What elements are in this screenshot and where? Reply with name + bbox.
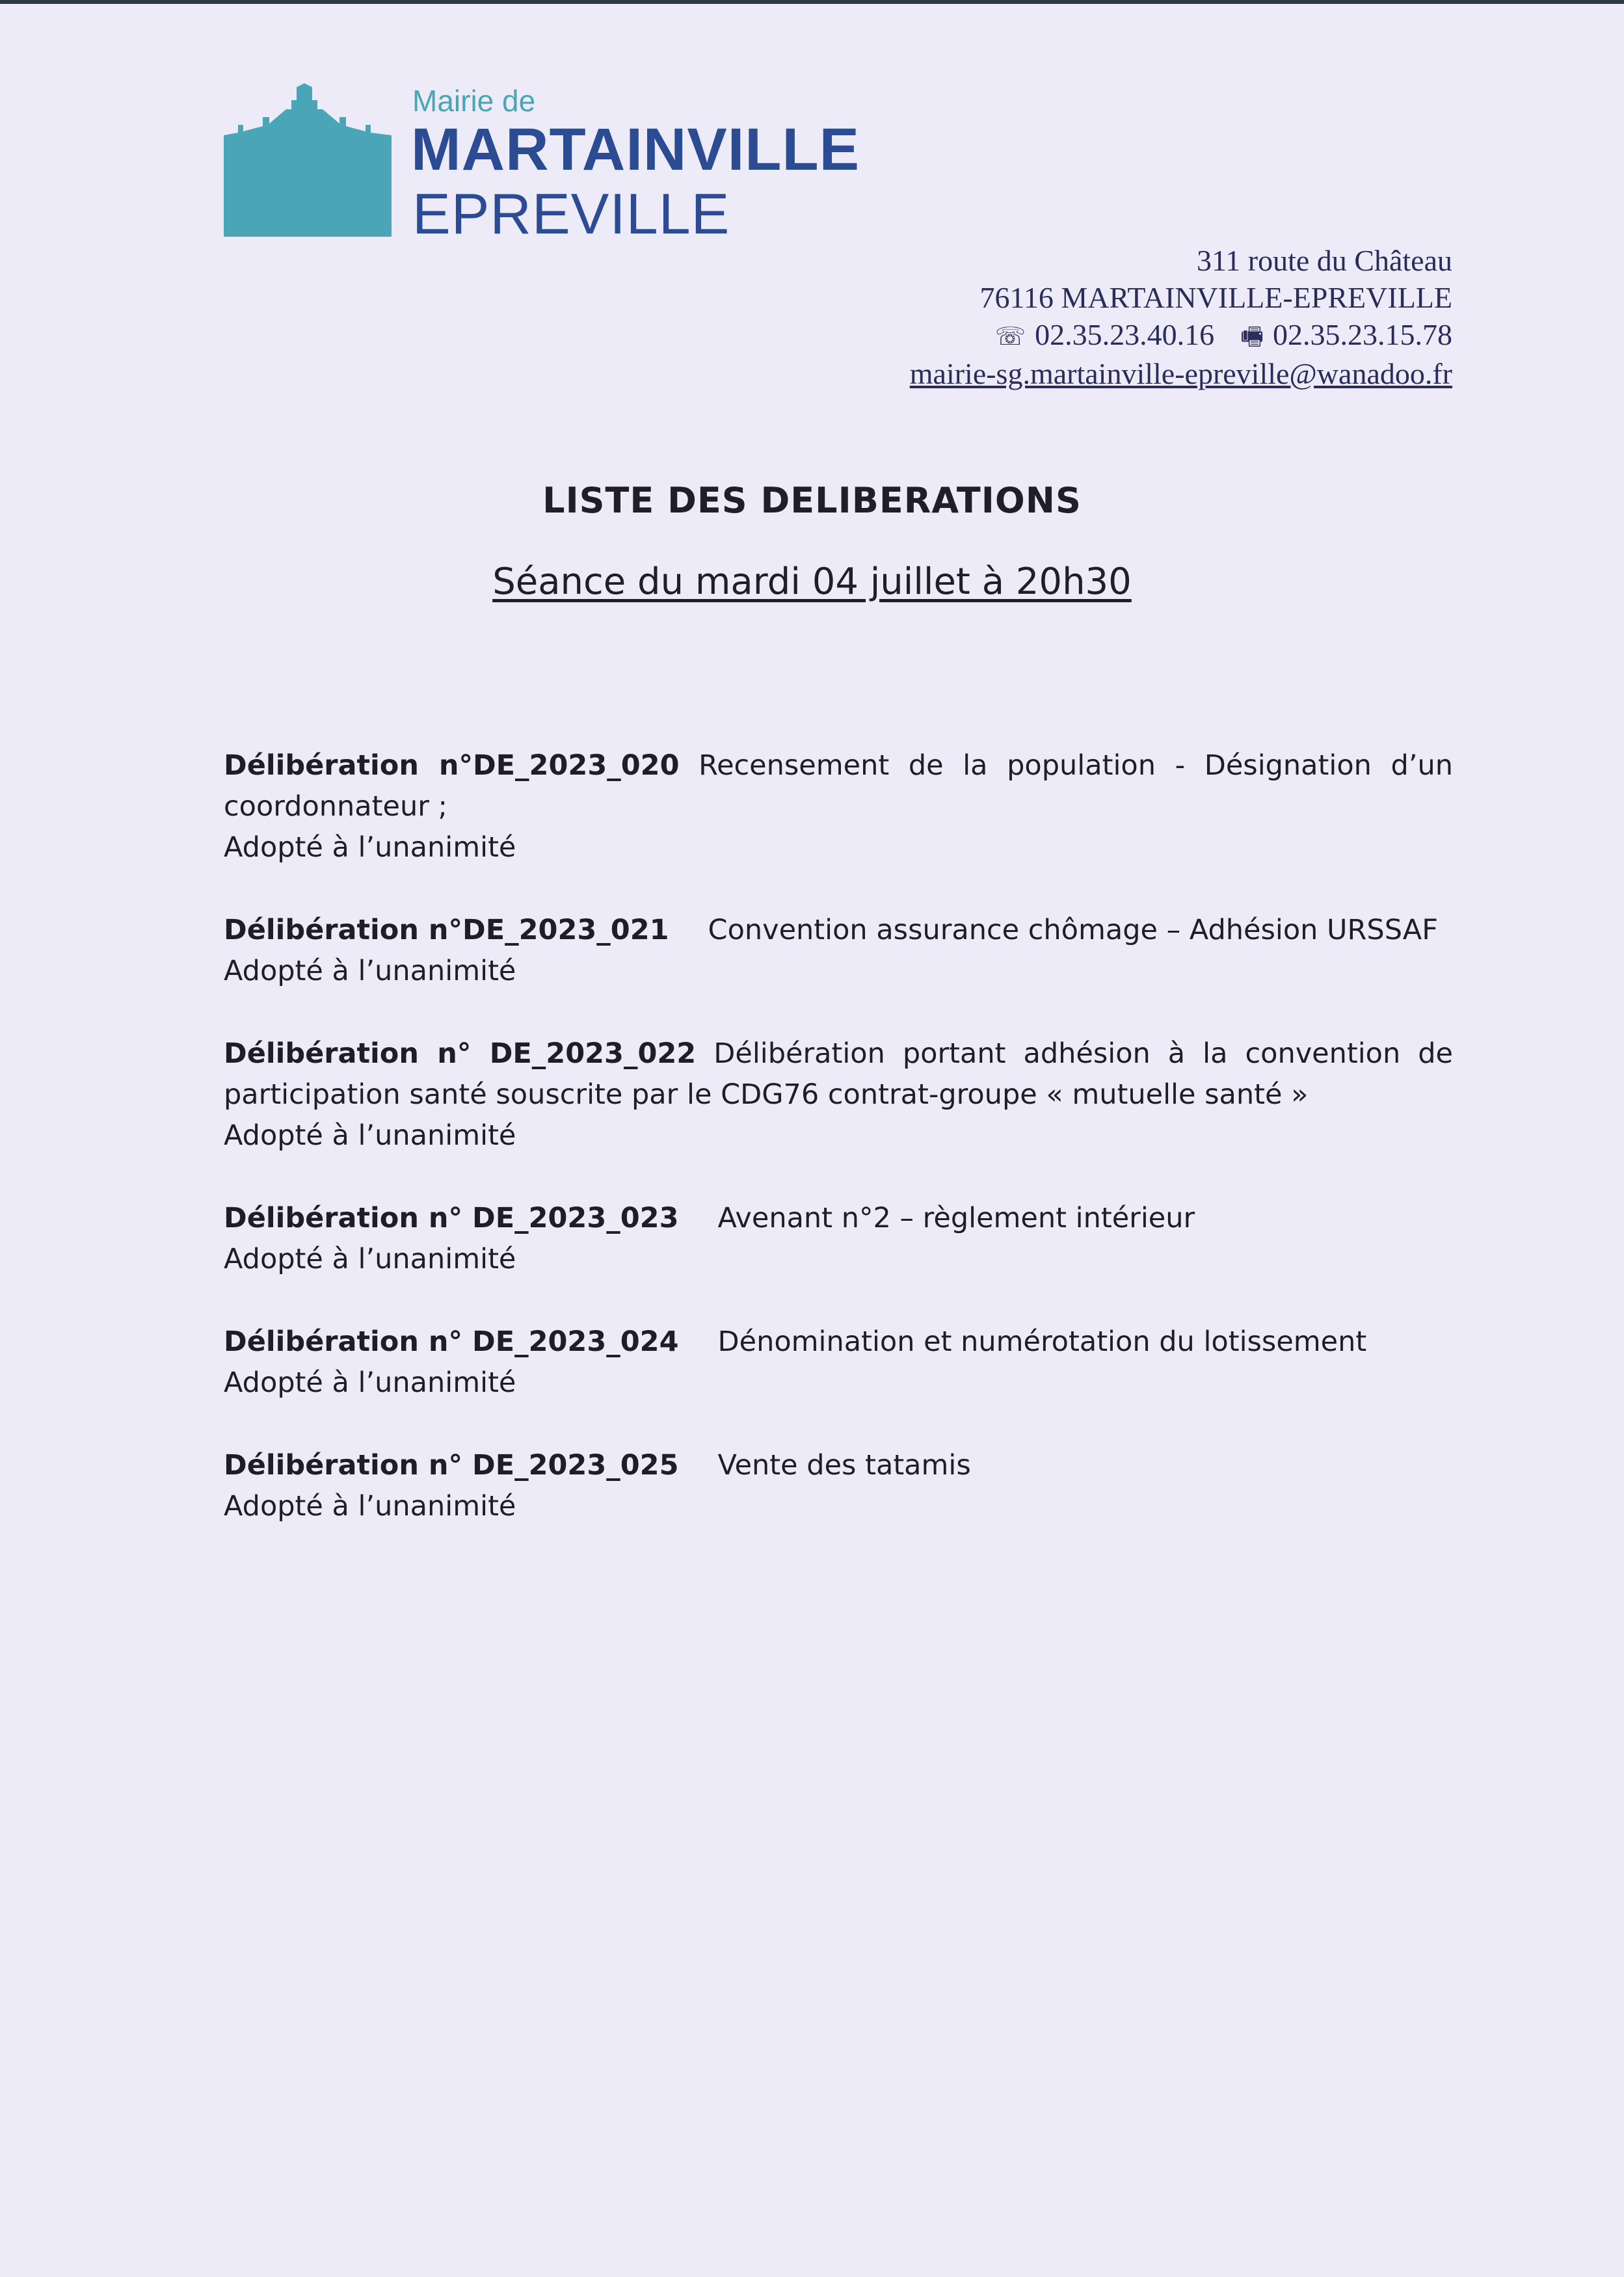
phone-number: 02.35.23.40.16	[1035, 318, 1215, 351]
deliberation-heading	[224, 1322, 1453, 1363]
deliberation-number: Délibération n°DE_2023_020	[224, 749, 680, 782]
deliberation-text: Recensement de la population - Désignation d’un	[699, 749, 1453, 782]
scan-edge	[0, 0, 1624, 4]
deliberation-text: Dénomination et numérotation du lotissement	[717, 1325, 1367, 1358]
deliberation-heading	[224, 910, 1453, 951]
deliberation-list	[224, 745, 1453, 1569]
deliberation-item	[224, 1198, 1453, 1280]
fax-icon: 🖷	[1240, 322, 1264, 351]
castle-icon	[224, 83, 392, 237]
deliberation-status: Adopté à l’unanimité	[224, 1366, 516, 1399]
deliberation-heading	[224, 1033, 1453, 1074]
page-title: LISTE DES DELIBERATIONS	[542, 480, 1082, 521]
email-link[interactable]: mairie-sg.martainville-epreville@wanadoo.fr	[909, 357, 1452, 390]
deliberation-text-continued: participation santé souscrite par le CDG76 contrat-groupe « mutuelle santé »	[224, 1078, 1309, 1111]
deliberation-number: Délibération n° DE_2023_024	[224, 1325, 679, 1358]
deliberation-item	[224, 1033, 1453, 1156]
deliberation-text: Avenant n°2 – règlement intérieur	[717, 1202, 1195, 1234]
deliberation-text: Convention assurance chômage – Adhésion URSSAF	[708, 914, 1438, 946]
phone-icon: ☏	[994, 322, 1026, 351]
deliberation-number: Délibération n° DE_2023_023	[224, 1202, 679, 1234]
deliberation-number: Délibération n° DE_2023_025	[224, 1449, 679, 1482]
deliberation-status: Adopté à l’unanimité	[224, 831, 516, 864]
deliberation-item	[224, 745, 1453, 868]
fax-number: 02.35.23.15.78	[1273, 318, 1452, 351]
deliberation-heading	[224, 1445, 1453, 1486]
deliberation-status: Adopté à l’unanimité	[224, 1490, 516, 1523]
address-street: 311 route du Château	[1196, 244, 1452, 277]
deliberation-heading	[224, 1198, 1453, 1239]
contact-numbers	[910, 316, 1452, 355]
deliberation-status: Adopté à l’unanimité	[224, 1243, 516, 1275]
address-city: 76116 MARTAINVILLE-EPREVILLE	[979, 281, 1452, 314]
logo-town-line1: MARTAINVILLE	[411, 116, 860, 183]
deliberation-heading	[224, 745, 1453, 786]
deliberation-number: Délibération n° DE_2023_022	[224, 1037, 697, 1070]
address-block	[910, 242, 1452, 392]
deliberation-text-continued: coordonnateur ;	[224, 790, 448, 823]
deliberation-text: Délibération portant adhésion à la convention de	[713, 1037, 1453, 1070]
deliberation-number: Délibération n°DE_2023_021	[224, 914, 669, 946]
deliberation-item	[224, 1322, 1453, 1404]
deliberation-status: Adopté à l’unanimité	[224, 955, 516, 987]
deliberation-item	[224, 1445, 1453, 1527]
mairie-logo	[224, 83, 874, 246]
logo-town-line2: EPREVILLE	[412, 181, 730, 246]
session-subtitle: Séance du mardi 04 juillet à 20h30	[492, 561, 1132, 603]
deliberation-status: Adopté à l’unanimité	[224, 1119, 516, 1152]
deliberation-item	[224, 910, 1453, 992]
logo-small-text: Mairie de	[412, 84, 536, 118]
deliberation-text: Vente des tatamis	[717, 1449, 971, 1482]
